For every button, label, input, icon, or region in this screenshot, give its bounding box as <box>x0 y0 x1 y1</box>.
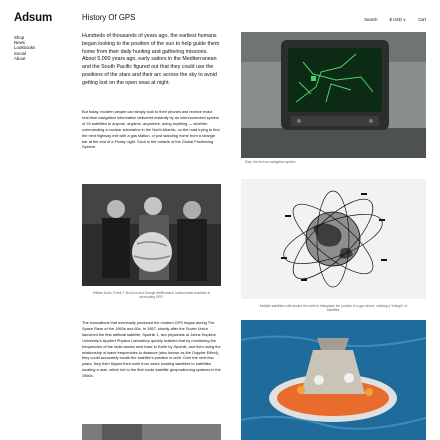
space-capsule-photo <box>241 320 426 440</box>
nav-item-shop[interactable]: Shop <box>14 35 25 40</box>
scientists-caption: William Guier, Frank T. McClure and George Weiffenbach, instrumental scientists in developing GPS. <box>92 291 211 300</box>
search-link[interactable]: Search <box>364 17 378 22</box>
nav-item-about[interactable]: About <box>14 55 26 61</box>
cart-link[interactable]: Cart <box>418 17 426 22</box>
satellites-caption: Multiple satellites orbit around the earth to triangulate the position of a gps device, creating a “triangle” of satellites. <box>259 304 408 313</box>
satellites-illustration <box>241 179 426 299</box>
nav-item-lookbooks[interactable]: Lookbooks <box>14 45 36 51</box>
bottom-photo <box>82 424 221 440</box>
intro-paragraph: Hundreds of thousands of years ago, the earliest humans began looking to the position of the sun to help guide them home from their daily hunting and gathering missions. About 5,000 years ago, early sailors in the Mediterranean and the South Pacific figured out that they could use the positions of the stars and their arc across the sky to avoid getting lost on the open seas at night. <box>82 33 220 86</box>
nav-item-news[interactable]: News <box>14 40 25 46</box>
nav-device-image <box>241 32 426 158</box>
header-actions <box>364 17 426 22</box>
page-title: History Of GPS <box>82 13 136 22</box>
scientists-photo <box>82 184 221 286</box>
brand-logo[interactable]: Adsum <box>14 12 52 24</box>
body-paragraph-2: But today, modern people can simply look to their phones and receive exact real-time navigation information delivered instantly by an interconnected system of 24 satellites to anyone, anytime, anywhere, doing anything — whether commanding a nuclear submarine in the North Atlantic, on the road trying to find the next highway exit with a gas station, or just standing home from a strange bar at the end of a Friday night. Such is the miracle of the Global Positioning System. <box>82 109 220 150</box>
nav-device-caption: Etak, the first car navigation system. <box>245 160 297 164</box>
currency-selector[interactable]: $ USD ∨ <box>389 17 407 22</box>
main-nav <box>14 35 35 61</box>
nav-item-social[interactable]: Social <box>14 50 26 56</box>
body-paragraph-3: The innovations that eventually produced the modern GPS began during The Space Race of the 1950s and 60s. In 1957, shortly after the Soviet Union launched the first artificial satellite, Sputnik 1, two physicists at Johns Hopkins University’s Applied Physics Laboratory quickly realized that by monitoring the frequencies of the radio waves sent back to Earth by Sputnik, and then using the relationship of wave frequencies to distance (also known as the Doppler Effect), they could accurately locate the satellite’s position in orbit. Over the next few years, they then flipped their work from users locating satellites to satellites locating a user, which led to the first crude satellite geopositioning systems in the 1960s. <box>82 320 221 379</box>
